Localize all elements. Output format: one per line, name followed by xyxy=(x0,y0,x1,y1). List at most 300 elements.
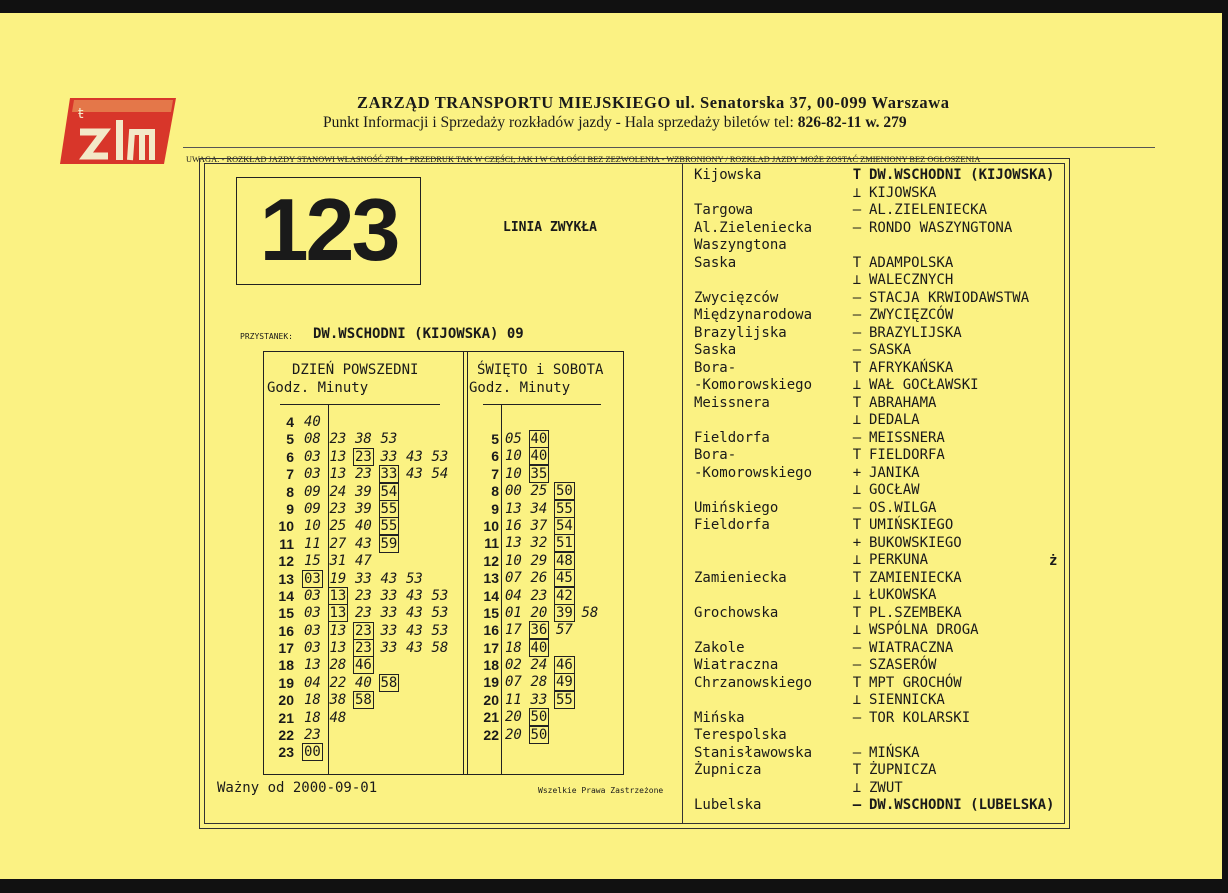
street-name: Żupnicza xyxy=(694,762,762,778)
departure-minute: 48 xyxy=(329,709,347,726)
departure-minute: 03 xyxy=(304,640,321,657)
departure-minute: 53 xyxy=(431,622,449,639)
holiday-minute-row xyxy=(505,605,607,622)
street-name: -Komorowskiego xyxy=(694,464,813,481)
weekday-minute-row xyxy=(304,727,457,744)
stop-name: DW.WSCHODNI (KIJOWSKA) 09 xyxy=(313,326,524,342)
stop-name: DW.WSCHODNI (KIJOWSKA) xyxy=(869,167,1055,183)
low-floor-departure: 33 xyxy=(380,466,398,483)
holiday-minute-row xyxy=(505,553,607,570)
street-name: Umińskiego xyxy=(694,499,779,516)
stop-marker-icon: – xyxy=(852,797,862,813)
stop-marker-icon: – xyxy=(852,324,862,341)
route-stop xyxy=(850,552,1054,570)
holiday-minute-row xyxy=(505,570,607,587)
info-line: Punkt Informacji i Sprzedaży rozkładów jazdy - Hala sprzedaży biletów tel: 826-82-11 w. 279 xyxy=(323,114,907,131)
weekday-minute-row xyxy=(304,675,457,692)
departure-minute: 13 xyxy=(329,448,347,465)
stop-name: AL.ZIELENIECKA xyxy=(869,202,988,218)
departure-minute: 58 xyxy=(581,604,599,621)
stop-name: ŁUKOWSKA xyxy=(869,587,937,603)
line-number: 123 xyxy=(259,180,398,279)
low-floor-departure: 46 xyxy=(355,657,372,674)
stop-name: WAŁ GOCŁAWSKI xyxy=(869,377,979,393)
weekday-col-header: Godz. Minuty xyxy=(267,380,369,396)
departure-minute: 19 xyxy=(329,570,347,587)
holiday-minute-row xyxy=(505,622,607,639)
departure-minute: 18 xyxy=(304,709,321,726)
low-floor-departure: 23 xyxy=(355,622,372,639)
weekday-minute-row xyxy=(304,588,457,605)
departure-minute: 04 xyxy=(505,587,522,604)
route-stop xyxy=(850,447,1054,465)
departure-minute: 23 xyxy=(329,431,347,448)
low-floor-departure: 49 xyxy=(556,674,573,691)
holiday-hour: 11 xyxy=(484,535,499,552)
route-stop xyxy=(850,570,1054,588)
holiday-hours xyxy=(469,431,499,744)
departure-minute: 47 xyxy=(355,553,372,570)
weekday-hour: 13 xyxy=(278,570,294,587)
stop-marker-icon: ⊥ xyxy=(852,552,862,568)
holiday-minute-row xyxy=(505,588,607,605)
stop-name: WIATRACZNA xyxy=(869,639,954,656)
street-name: Bora- xyxy=(694,447,737,463)
weekday-hour: 21 xyxy=(278,709,294,726)
departure-minute: 32 xyxy=(530,535,548,552)
route-stop xyxy=(850,657,1054,675)
weekday-hour: 15 xyxy=(278,605,294,622)
street-name: Fieldorfa xyxy=(694,429,770,446)
weekday-hour: 10 xyxy=(278,518,294,535)
weekday-minute-row xyxy=(304,571,457,588)
on-demand-flag: ż xyxy=(1049,553,1058,569)
departure-minute: 54 xyxy=(431,466,449,483)
stop-marker-icon: ⊥ xyxy=(852,779,862,796)
org-line: ZARZĄD TRANSPORTU MIEJSKIEGO ul. Senatorska 37, 00-099 Warszawa xyxy=(357,93,950,112)
route-stop xyxy=(850,465,1054,483)
route-stop xyxy=(850,605,1054,623)
weekday-hour: 19 xyxy=(278,674,294,691)
departure-minute: 13 xyxy=(304,657,321,674)
departure-minute: 03 xyxy=(304,622,321,639)
departure-minute: 37 xyxy=(530,517,548,534)
street-name xyxy=(694,622,812,640)
stop-marker-icon: T xyxy=(852,569,862,586)
weekday-minute-row xyxy=(304,553,457,570)
weekday-minute-row xyxy=(304,623,457,640)
departure-minute: 43 xyxy=(406,605,423,622)
route-stop xyxy=(850,377,1054,395)
departure-minute: 23 xyxy=(530,587,548,604)
holiday-hour: 5 xyxy=(491,431,499,447)
departure-minute: 20 xyxy=(505,709,522,726)
stop-name: ADAMPOLSKA xyxy=(869,254,954,271)
route-stop xyxy=(850,307,1054,325)
copyright-notice: UWAGA: - ROZKŁAD JAZDY STANOWI WŁASNOŚĆ ZTM - PRZEDRUK TAK W CZĘŚCI, JAK I W CAŁOŚCI BEZ ZEZWOLENIA - WZBRONIONY / ROZKŁAD JAZDY MOŻE ZOSTAĆ ZMIENIONY BEZ OGŁOSZENIA xyxy=(186,155,981,164)
stop-name: FIELDORFA xyxy=(869,447,945,463)
departure-minute: 33 xyxy=(380,622,398,639)
weekday-minute-row xyxy=(304,466,457,483)
departure-minute: 04 xyxy=(304,674,321,691)
departure-minute: 23 xyxy=(355,605,372,622)
stop-marker-icon: – xyxy=(852,744,862,761)
stop-name: MEISSNERA xyxy=(869,429,945,446)
low-floor-departure: 40 xyxy=(530,448,548,465)
stop-marker-icon: T xyxy=(852,762,862,778)
stop-marker-icon: ⊥ xyxy=(852,622,862,638)
street-name: Międzynarodowa xyxy=(694,307,813,323)
weekday-hour: 8 xyxy=(286,483,294,500)
street-name xyxy=(694,482,812,500)
departure-minute: 53 xyxy=(431,587,449,604)
stop-list xyxy=(850,167,1054,815)
route-stop xyxy=(850,185,1054,203)
departure-minute: 20 xyxy=(530,604,548,621)
weekday-minute-row xyxy=(304,744,457,761)
stop-marker-icon: T xyxy=(852,604,862,621)
departure-minute: 09 xyxy=(304,483,321,500)
low-floor-departure: 50 xyxy=(530,709,548,726)
stop-name: SZASERÓW xyxy=(869,657,937,673)
departure-minute: 57 xyxy=(556,622,573,639)
holiday-minute-row xyxy=(505,518,607,535)
departure-minute: 40 xyxy=(355,518,372,535)
holiday-hour: 15 xyxy=(483,604,499,621)
stop-marker-icon: ⊥ xyxy=(852,377,862,393)
street-name: Brazylijska xyxy=(694,324,787,341)
stop-marker-icon: – xyxy=(852,219,862,236)
column-divider xyxy=(682,163,683,823)
stop-name: TOR KOLARSKI xyxy=(869,709,971,726)
stop-marker-icon: + xyxy=(852,464,862,481)
stop-marker-icon: T xyxy=(852,359,862,376)
stop-marker-icon: + xyxy=(852,534,862,551)
departure-minute: 33 xyxy=(380,640,398,657)
street-list xyxy=(694,167,812,815)
departure-minute: 53 xyxy=(406,570,423,587)
stop-marker-icon: – xyxy=(852,342,862,358)
departure-minute: 53 xyxy=(380,431,398,448)
stop-name: PERKUNA xyxy=(869,552,929,568)
departure-minute: 18 xyxy=(304,692,321,709)
departure-minute: 03 xyxy=(304,448,321,465)
stop-name: JANIKA xyxy=(869,464,920,481)
weekday-minute-row xyxy=(304,710,457,727)
street-name: Zwycięzców xyxy=(694,289,779,306)
weekday-minute-row xyxy=(304,657,457,674)
holiday-hour: 13 xyxy=(483,570,499,587)
stop-name: SASKA xyxy=(869,342,912,358)
stop-name: WALECZNYCH xyxy=(869,272,954,288)
stop-name: ABRAHAMA xyxy=(869,394,937,411)
holiday-hour: 18 xyxy=(483,657,499,674)
holiday-minute-row xyxy=(505,692,607,709)
low-floor-departure: 35 xyxy=(530,465,548,482)
stop-name: WSPÓLNA DROGA xyxy=(869,622,979,638)
street-name: -Komorowskiego xyxy=(694,377,813,393)
route-stop xyxy=(850,745,1054,763)
stop-marker-icon: T xyxy=(852,674,862,691)
departure-minute: 03 xyxy=(304,605,321,622)
holiday-hour: 19 xyxy=(483,674,499,691)
low-floor-departure: 40 xyxy=(530,639,548,656)
low-floor-departure: 13 xyxy=(329,587,347,604)
holiday-hour: 9 xyxy=(491,500,499,517)
street-name: Kijowska xyxy=(694,167,762,183)
weekday-minutes xyxy=(304,414,457,762)
weekday-minute-row xyxy=(304,449,457,466)
route-stop xyxy=(850,237,1054,255)
weekday-hour: 18 xyxy=(278,657,294,674)
stop-marker-icon: ⊥ xyxy=(852,272,862,288)
table-divider xyxy=(463,352,468,774)
low-floor-departure: 46 xyxy=(556,657,573,674)
weekday-hour: 11 xyxy=(279,535,294,552)
departure-minute: 38 xyxy=(329,692,347,709)
low-floor-departure: 13 xyxy=(329,605,347,622)
stop-marker-icon: – xyxy=(852,639,862,656)
departure-minute: 39 xyxy=(355,500,372,517)
weekday-hour: 7 xyxy=(286,466,294,483)
departure-minute: 23 xyxy=(355,466,372,483)
stop-name: GOCŁAW xyxy=(869,482,920,498)
holiday-minute-row xyxy=(505,535,607,552)
low-floor-departure: 48 xyxy=(556,552,573,569)
weekday-hours xyxy=(264,414,294,762)
stop-name: ŻUPNICZA xyxy=(869,762,937,778)
holiday-hour: 12 xyxy=(483,552,499,569)
holiday-minute-row xyxy=(505,431,607,448)
departure-minute: 29 xyxy=(530,552,548,569)
low-floor-departure: 55 xyxy=(556,500,573,517)
holiday-minute-row xyxy=(505,501,607,518)
low-floor-departure: 55 xyxy=(380,518,398,535)
low-floor-departure: 36 xyxy=(530,622,548,639)
street-name: Stanisławowska xyxy=(694,744,813,761)
departure-table xyxy=(263,351,624,775)
holiday-hour: 17 xyxy=(483,639,499,656)
departure-minute: 02 xyxy=(505,657,522,674)
route-stop xyxy=(850,412,1054,430)
weekday-minute-row xyxy=(304,501,457,518)
weekday-minute-row xyxy=(304,431,457,448)
departure-minute: 33 xyxy=(380,605,398,622)
stop-name: RONDO WASZYNGTONA xyxy=(869,219,1013,236)
low-floor-departure: 40 xyxy=(530,431,548,447)
stop-marker-icon: ⊥ xyxy=(852,692,862,708)
street-name: Terespolska xyxy=(694,727,787,743)
holiday-minute-row xyxy=(505,448,607,465)
departure-minute: 40 xyxy=(304,414,321,430)
holiday-col-header: Godz. Minuty xyxy=(469,380,571,396)
departure-minute: 22 xyxy=(329,674,347,691)
weekday-minute-row xyxy=(304,536,457,553)
departure-minute: 10 xyxy=(505,465,522,482)
stop-marker-icon: T xyxy=(852,254,862,271)
holiday-hour: 6 xyxy=(491,448,499,465)
street-name xyxy=(694,692,812,710)
holiday-hour: 21 xyxy=(483,709,499,726)
holiday-hour: 7 xyxy=(491,465,499,482)
stop-name: MPT GROCHÓW xyxy=(869,674,962,691)
street-name xyxy=(694,552,812,570)
street-name: Meissnera xyxy=(694,394,770,411)
low-floor-departure: 39 xyxy=(556,604,573,621)
stop-marker-icon: ⊥ xyxy=(852,482,862,498)
weekday-hour: 14 xyxy=(278,587,294,604)
street-name: Saska xyxy=(694,342,737,358)
holiday-hour: 22 xyxy=(483,726,499,743)
stop-marker-icon: – xyxy=(852,307,862,323)
stop-name: ZAMIENIECKA xyxy=(869,569,962,586)
low-floor-departure: 45 xyxy=(556,570,573,587)
route-stop xyxy=(850,710,1054,728)
departure-minute: 40 xyxy=(355,674,372,691)
departure-minute: 43 xyxy=(406,466,423,483)
departure-minute: 33 xyxy=(355,570,372,587)
route-stop xyxy=(850,272,1054,290)
street-name: Saska xyxy=(694,254,737,271)
departure-minute: 23 xyxy=(329,500,347,517)
street-name xyxy=(694,780,812,798)
weekday-minute-row xyxy=(304,692,457,709)
holiday-hour: 14 xyxy=(483,587,499,604)
valid-from: Ważny od 2000-09-01 xyxy=(217,780,378,796)
departure-minute: 03 xyxy=(304,587,321,604)
holiday-title: ŚWIĘTO i SOBOTA xyxy=(477,362,604,378)
departure-minute: 38 xyxy=(355,431,372,448)
stop-name: DEDALA xyxy=(869,412,920,428)
stop-marker-icon: T xyxy=(852,517,862,533)
street-name: Zamieniecka xyxy=(694,569,787,586)
street-name: Waszyngtona xyxy=(694,237,787,253)
departure-minute: 43 xyxy=(406,587,423,604)
weekday-hour: 22 xyxy=(278,727,294,744)
low-floor-departure: 50 xyxy=(556,483,573,500)
departure-minute: 33 xyxy=(380,587,398,604)
route-stop xyxy=(850,325,1054,343)
low-floor-departure: 58 xyxy=(380,674,398,691)
stop-marker-icon: – xyxy=(852,709,862,726)
ztm-logo xyxy=(60,98,176,164)
departure-minute: 26 xyxy=(530,570,548,587)
low-floor-departure: 55 xyxy=(380,500,398,517)
street-name: Al.Zieleniecka xyxy=(694,219,813,236)
departure-minute: 43 xyxy=(355,535,372,552)
departure-minute: 16 xyxy=(505,517,522,534)
stop-marker-icon: T xyxy=(852,167,862,183)
route-stop xyxy=(850,220,1054,238)
weekday-minute-row xyxy=(304,640,457,657)
stop-label: PRZYSTANEK: xyxy=(240,332,293,341)
route-stop xyxy=(850,587,1054,605)
stop-marker-icon: ⊥ xyxy=(852,412,862,428)
street-name xyxy=(694,535,812,553)
street-name: Bora- xyxy=(694,359,737,376)
route-stop xyxy=(850,622,1054,640)
route-stop xyxy=(850,395,1054,413)
stop-name: DW.WSCHODNI (LUBELSKA) xyxy=(869,797,1055,813)
holiday-minute-row xyxy=(505,709,607,726)
stop-name: MIŃSKA xyxy=(869,744,920,761)
stop-name: OS.WILGA xyxy=(869,499,937,516)
route-stop xyxy=(850,342,1054,360)
holiday-hour: 16 xyxy=(483,622,499,639)
weekday-title: DZIEŃ POWSZEDNI xyxy=(292,362,419,378)
low-floor-departure: 23 xyxy=(355,448,372,465)
stop-name: BUKOWSKIEGO xyxy=(869,534,962,551)
departure-minute: 20 xyxy=(505,726,522,743)
low-floor-departure: 51 xyxy=(556,535,573,552)
departure-minute: 27 xyxy=(329,535,347,552)
departure-minute: 39 xyxy=(355,483,372,500)
low-floor-departure: 00 xyxy=(304,744,321,761)
weekday-hour: 16 xyxy=(278,622,294,639)
holiday-minutes xyxy=(505,431,607,744)
street-name: Targowa xyxy=(694,202,754,218)
weekday-hour: 23 xyxy=(278,744,294,761)
stop-marker-icon: – xyxy=(852,202,862,218)
weekday-hour: 5 xyxy=(286,431,294,448)
departure-minute: 13 xyxy=(329,466,347,483)
departure-minute: 23 xyxy=(355,587,372,604)
route-stop xyxy=(850,675,1054,693)
low-floor-departure: 59 xyxy=(380,535,398,552)
departure-minute: 23 xyxy=(304,727,321,744)
departure-minute: 24 xyxy=(530,657,548,674)
stop-marker-icon: – xyxy=(852,499,862,516)
departure-minute: 33 xyxy=(380,448,398,465)
stop-name: BRAZYLIJSKA xyxy=(869,324,962,341)
street-name: Mińska xyxy=(694,709,745,726)
departure-minute: 10 xyxy=(505,448,522,465)
weekday-hour: 20 xyxy=(278,692,294,709)
departure-minute: 34 xyxy=(530,500,548,517)
weekday-minute-row xyxy=(304,518,457,535)
departure-minute: 24 xyxy=(329,483,347,500)
holiday-hour: 10 xyxy=(483,517,499,534)
stop-marker-icon: – xyxy=(852,657,862,673)
stop-name: AFRYKAŃSKA xyxy=(869,359,954,376)
route-stop xyxy=(850,535,1054,553)
low-floor-departure: 42 xyxy=(556,587,573,604)
route-stop xyxy=(850,517,1054,535)
stop-name: KIJOWSKA xyxy=(869,184,937,201)
weekday-hour: 12 xyxy=(278,553,294,570)
holiday-minute-row xyxy=(505,657,607,674)
departure-minute: 53 xyxy=(431,448,449,465)
departure-minute: 43 xyxy=(406,622,423,639)
departure-minute: 03 xyxy=(304,466,321,483)
stop-name: ZWUT xyxy=(869,779,903,796)
stop-marker-icon: T xyxy=(852,447,862,463)
departure-minute: 43 xyxy=(406,448,423,465)
departure-minute: 17 xyxy=(505,622,522,639)
stop-marker-icon: T xyxy=(852,394,862,411)
low-floor-departure: 03 xyxy=(304,570,321,587)
route-stop xyxy=(850,167,1054,185)
departure-minute: 10 xyxy=(304,518,321,535)
departure-minute: 58 xyxy=(431,640,449,657)
departure-minute: 07 xyxy=(505,674,522,691)
street-name: Wiatraczna xyxy=(694,657,779,673)
holiday-hour: 8 xyxy=(491,483,499,500)
departure-minute: 28 xyxy=(530,674,548,691)
svg-text:ŧ: ŧ xyxy=(78,106,84,122)
holiday-hour: 20 xyxy=(483,691,499,708)
weekday-hour: 4 xyxy=(286,414,294,430)
